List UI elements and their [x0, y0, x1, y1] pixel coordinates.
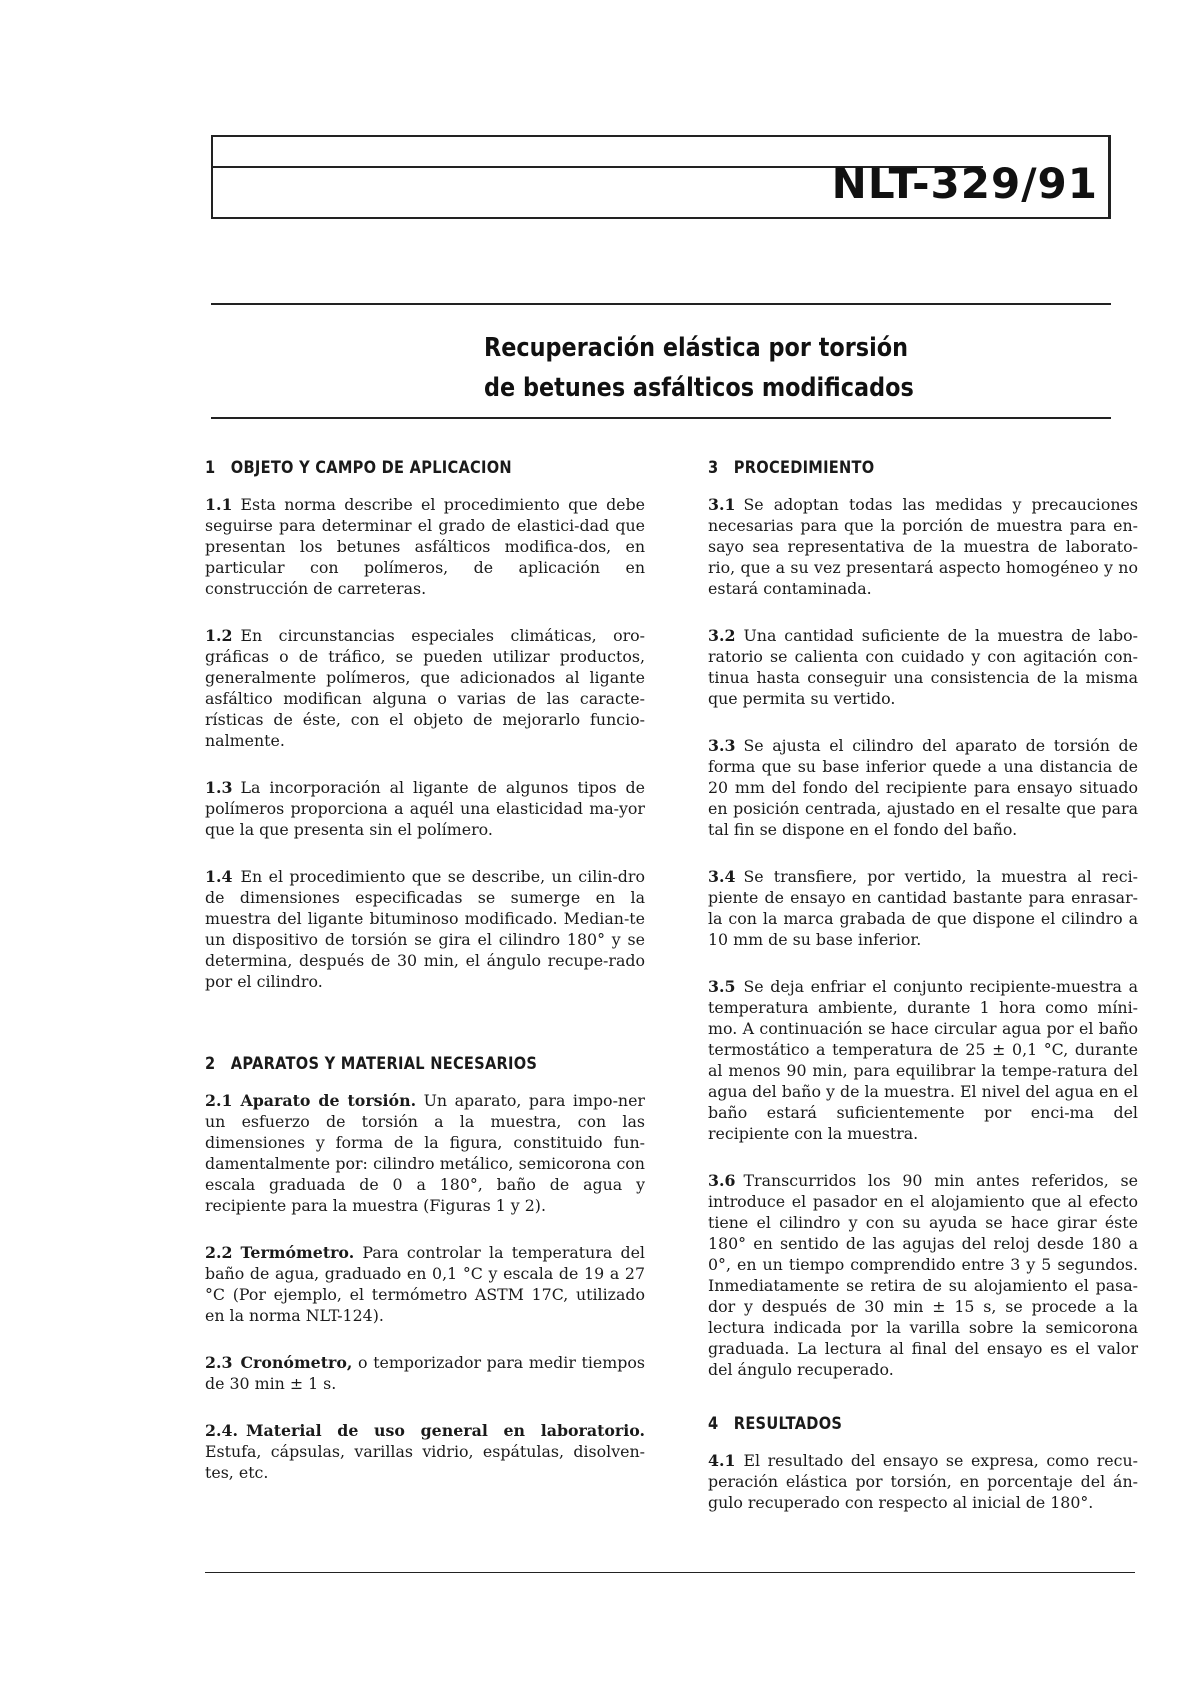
document-code: NLT-329/91 — [831, 159, 1098, 208]
paragraph-1-4: 1.4 En el procedimiento que se describe, un cilin-dro de dimensiones especificadas se sumerge en la muestra del ligante bituminoso modificado. Median-te un dispositivo de torsión se gira el cilindro 180° y se determina, después de 30 min, el ángulo recupe-rado por el cilindro. — [205, 867, 645, 991]
paragraph-4-1: 4.1 El resultado del ensayo se expresa, como recu-peración elástica por torsión, en porcentaje del án-gulo recuperado con respecto al inicial de 180°. — [708, 1451, 1138, 1512]
paragraph-2-3: 2.3 Cronómetro, o temporizador para medir tiempos de 30 min ± 1 s. — [205, 1353, 645, 1393]
footer-rule — [205, 1572, 1135, 1573]
paragraph-1-2: 1.2 En circunstancias especiales climáticas, oro-gráficas o de tráfico, se pueden utilizar productos, generalmente polímeros, que adicionados al ligante asfáltico modifican alguna o varias de las caracte-rísticas de éste, con el objeto de mejorarlo funcio-nalmente. — [205, 626, 645, 750]
right-column — [708, 458, 1138, 1539]
section-1-heading: 1 OBJETO Y CAMPO DE APLICACION — [205, 458, 512, 478]
paragraph-2-1: 2.1 Aparato de torsión. Un aparato, para impo-ner un esfuerzo de torsión a la muestra, con las dimensiones y forma de la figura, constituido fun-damentalmente por: cilindro metálico, semicorona con escala graduada de 0 a 180°, baño de agua y recipiente para la muestra (Figuras 1 y 2). — [205, 1091, 645, 1215]
document-header-box — [211, 135, 1111, 219]
title-line-1: Recuperación elástica por torsión — [484, 333, 909, 363]
paragraph-1-1: 1.1 Esta norma describe el procedimiento que debe seguirse para determinar el grado de elastici-dad que presentan los betunes asfálticos modifica-dos, en particular con polímeros, de aplicación en construcción de carreteras. — [205, 495, 645, 598]
paragraph-2-2: 2.2 Termómetro. Para controlar la temperatura del baño de agua, graduado en 0,1 °C y escala de 19 a 27 °C (Por ejemplo, el termómetro ASTM 17C, utilizado en la norma NLT-124). — [205, 1243, 645, 1325]
left-column — [205, 458, 645, 1509]
document-title — [484, 328, 966, 408]
paragraph-3-3: 3.3 Se ajusta el cilindro del aparato de torsión de forma que su base inferior quede a una distancia de 20 mm del fondo del recipiente para ensayo situado en posición centrada, ajustado en el resalte que para tal fin se dispone en el fondo del baño. — [708, 736, 1138, 839]
title-top-rule — [211, 303, 1111, 305]
section-4-heading: 4 RESULTADOS — [708, 1414, 843, 1434]
paragraph-3-1: 3.1 Se adoptan todas las medidas y precauciones necesarias para que la porción de muestra para en-sayo sea representativa de la muestra de laborato-rio, que a su vez presentará aspecto homogéneo y no estará contaminada. — [708, 495, 1138, 598]
paragraph-3-5: 3.5 Se deja enfriar el conjunto recipiente-muestra a temperatura ambiente, durante 1 hora como míni-mo. A continuación se hace circular agua por el baño termostático a temperatura de 25 ± 0,1 °C, durante al menos 90 min, para equilibrar la tempe-ratura del agua del baño y de la muestra. El nivel del agua en el baño estará suficientemente por enci-ma del recipiente con la muestra. — [708, 977, 1138, 1143]
paragraph-2-4: 2.4. Material de uso general en laboratorio. Estufa, cápsulas, varillas vidrio, espátulas, disolven-tes, etc. — [205, 1421, 645, 1482]
paragraph-1-3: 1.3 La incorporación al ligante de algunos tipos de polímeros proporciona a aquél una elasticidad ma-yor que la que presenta sin el polímero. — [205, 778, 645, 839]
section-3-heading: 3 PROCEDIMIENTO — [708, 458, 875, 478]
paragraph-3-4: 3.4 Se transfiere, por vertido, la muestra al reci-piente de ensayo en cantidad bastante para enrasar-la con la marca grabada de que dispone el cilindro a 10 mm de su base inferior. — [708, 867, 1138, 949]
paragraph-3-2: 3.2 Una cantidad suficiente de la muestra de labo-ratorio se calienta con cuidado y con agitación con-tinua hasta conseguir una consistencia de la misma que permita su vertido. — [708, 626, 1138, 708]
paragraph-3-6: 3.6 Transcurridos los 90 min antes referidos, se introduce el pasador en el alojamiento que al efecto tiene el cilindro y con su ayuda se hace girar éste 180° en sentido de las agujas del reloj desde 180 a 0°, en un tiempo comprendido entre 3 y 5 segundos. Inmediatamente se retira de su alojamiento el pasa-dor y después de 30 min ± 15 s, se procede a la lectura indicada por la varilla sobre la semicorona graduada. La lectura al final del ensayo es el valor del ángulo recuperado. — [708, 1171, 1138, 1379]
section-2-heading: 2 APARATOS Y MATERIAL NECESARIOS — [205, 1054, 538, 1074]
title-bottom-rule — [211, 417, 1111, 419]
title-line-2: de betunes asfálticos modificados — [484, 373, 914, 403]
